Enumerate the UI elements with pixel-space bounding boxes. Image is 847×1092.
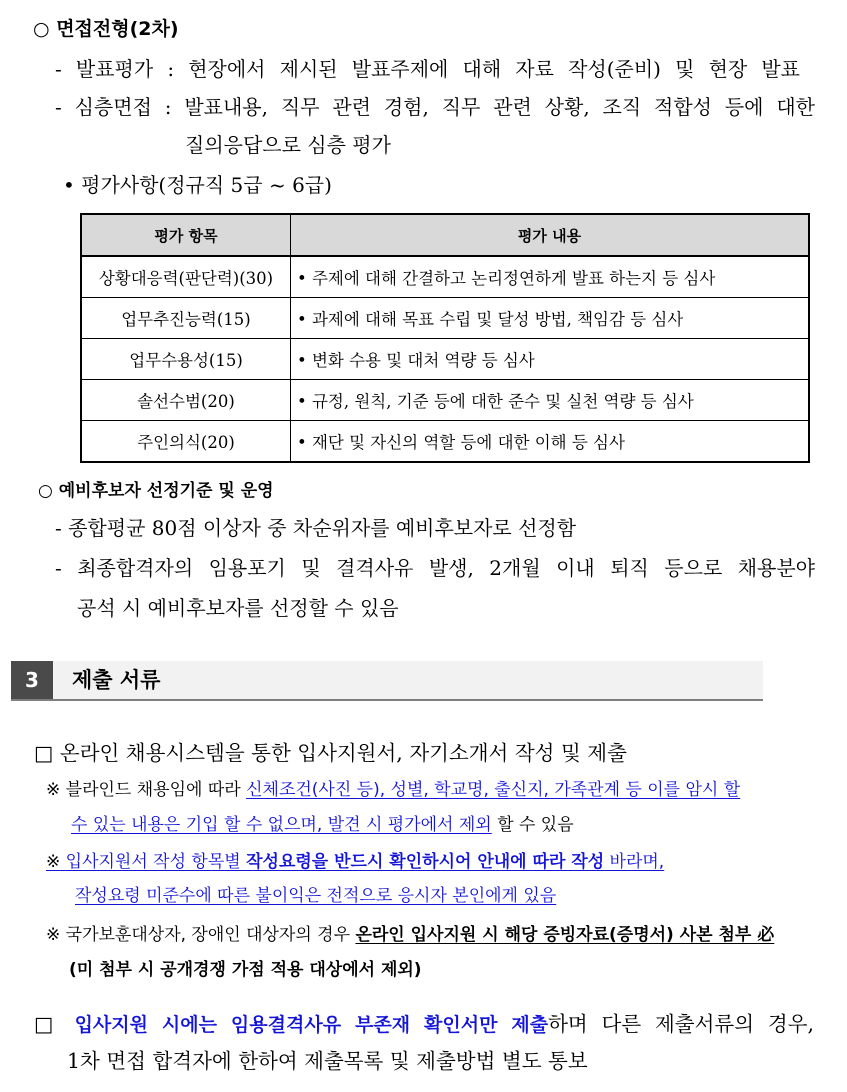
eval-content: • 규정, 원칙, 기준 등에 대한 준수 및 실천 역량 등 심사 [291, 380, 810, 421]
note-highlight-cont: 수 있는 내용은 기입 할 수 없으며, 발견 시 평가에서 제외 [71, 815, 492, 835]
reserve-item-2: - 최종합격자의 임용포기 및 결격사유 발생, 2개월 이내 퇴직 등으로 채용분야 [55, 556, 815, 580]
table-row [81, 380, 809, 421]
header-item: 평가 항목 [81, 214, 291, 256]
eval-content: • 과제에 대해 목표 수립 및 달성 방법, 책임감 등 심사 [291, 298, 810, 339]
section-underline [11, 699, 763, 701]
header-content: 평가 내용 [291, 214, 810, 256]
eval-item: 업무추진능력(15) [81, 298, 291, 339]
section-title: 제출 서류 [72, 668, 161, 692]
note-mark: ※ [46, 925, 61, 945]
submission-bullet-2 [34, 1010, 814, 1039]
blind-recruitment-note [46, 777, 816, 803]
presentation-eval-item: - 발표평가 : 현장에서 제시된 발표주제에 대해 자료 작성(준비) 및 현장 발표 [55, 57, 801, 81]
table-header-row [81, 214, 809, 256]
blind-recruitment-note-cont [71, 812, 574, 838]
note-bold: 작성요령을 반드시 확인하시어 안내에 따라 작성 [246, 852, 605, 872]
note-text: 국가보훈대상자, 장애인 대상자의 경우 [65, 925, 356, 945]
evaluation-table [80, 213, 810, 463]
note-mark: ※ [46, 852, 61, 872]
table-row [81, 339, 809, 380]
application-guideline-note [46, 849, 664, 875]
note-bold: 온라인 입사지원 시 해당 증빙자료(증명서) 사본 첨부 必 [355, 925, 775, 945]
note-text: 입사지원서 작성 항목별 [65, 852, 247, 872]
interview-heading: ○ 면접전형(2차) [33, 18, 179, 40]
note-text: 블라인드 채용임에 따라 [65, 780, 241, 800]
table-row [81, 298, 809, 339]
note-mark: ※ [46, 780, 61, 800]
veterans-note-cont: (미 첨부 시 공개경쟁 가점 적용 대상에서 제외) [69, 960, 422, 980]
eval-content: • 재단 및 자신의 역할 등에 대한 이해 등 심사 [291, 421, 810, 463]
eval-content: • 주제에 대해 간결하고 논리정연하게 발표 하는지 등 심사 [291, 256, 810, 298]
eval-item: 주인의식(20) [81, 421, 291, 463]
criteria-heading: • 평가사항(정규직 5급 ~ 6급) [63, 173, 332, 197]
reserve-heading: ○ 예비후보자 선정기준 및 운영 [38, 481, 274, 501]
eval-item: 상황대응력(판단력)(30) [81, 256, 291, 298]
submission-bullet-2-cont: 1차 면접 합격자에 한하여 제출목록 및 제출방법 별도 통보 [67, 1049, 588, 1073]
bullet-mark: □ [34, 1012, 61, 1036]
application-guideline-note-cont: 작성요령 미준수에 따른 불이익은 전적으로 응시자 본인에게 있음 [75, 886, 557, 906]
eval-item: 솔선수범(20) [81, 380, 291, 421]
eval-item: 업무수용성(15) [81, 339, 291, 380]
veterans-note [46, 922, 774, 948]
deep-interview-item: - 심층면접 : 발표내용, 직무 관련 경험, 직무 관련 상황, 조직 적합성 등에 대한 [55, 95, 815, 119]
submission-bullet-1: □ 온라인 채용시스템을 통한 입사지원서, 자기소개서 작성 및 제출 [34, 741, 627, 765]
reserve-item-1: - 종합평균 80점 이상자 중 차순위자를 예비후보자로 선정함 [55, 516, 577, 540]
table-row [81, 256, 809, 298]
bullet-bold: 입사지원 시에는 임용결격사유 부존재 확인서만 제출 [74, 1014, 549, 1036]
table-row [81, 421, 809, 463]
reserve-item-2-cont: 공석 시 예비후보자를 선정할 수 있음 [77, 596, 399, 620]
eval-content: • 변화 수용 및 대처 역량 등 심사 [291, 339, 810, 380]
note-text-cont: 할 수 있음 [491, 815, 574, 835]
deep-interview-item-cont: 질의응답으로 심층 평가 [185, 133, 391, 157]
note-highlight: 신체조건(사진 등), 성별, 학교명, 출신지, 가족관계 등 이를 암시 할 [246, 780, 741, 800]
section-number-badge: 3 [11, 661, 53, 699]
note-text-tail: 바라며, [604, 852, 665, 872]
bullet-text: 하며 다른 제출서류의 경우, [548, 1012, 814, 1036]
